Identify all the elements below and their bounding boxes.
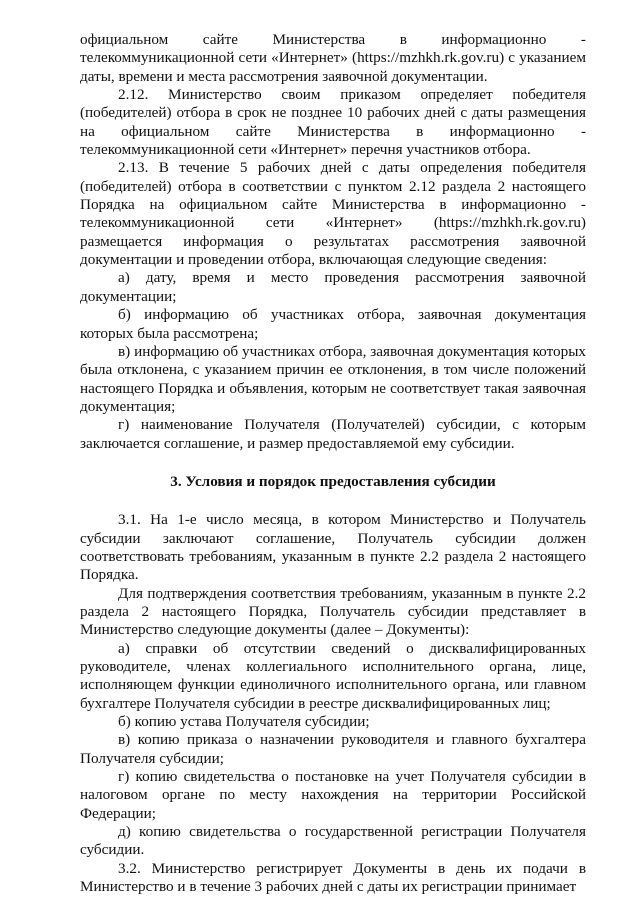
doc-item-v: в) копию приказа о назначении руководителя и главного бухгалтера Получателя субсидии; <box>80 731 586 767</box>
doc-item-a: а) справки об отсутствии сведений о дисквалифицированных руководителе, членах коллегиального исполнительного органа, лице, исполняющем функции единоличного исполнительного органа, или главном бухгалтере Получателя субсидии в реестре дисквалифицированных лиц; <box>80 639 586 712</box>
doc-item-b: б) копию устава Получателя субсидии; <box>118 713 370 731</box>
spacer <box>80 491 586 511</box>
paragraph-3-2: 3.2. Министерство регистрирует Документы в день их подачи в Министерство и в течение 3 рабочих дней с даты их регистрации принимает <box>80 859 586 896</box>
list-item-g: г) наименование Получателя (Получателей) субсидии, с которым заключается соглашение, и размер предоставляемой ему субсидии. <box>80 416 586 452</box>
paragraph-continuation: официальном сайте Министерства в информационно - телекоммуникационной сети «Интернет» (https://mzhkh.rk.gov.ru) с указанием даты, времени и места рассмотрения заявочной документации. <box>80 31 586 85</box>
list-item-a: а) дату, время и место проведения рассмотрения заявочной документации; <box>80 269 586 305</box>
list-item-b: б) информацию об участниках отбора, заявочная документация которых была рассмотрена; <box>80 306 586 342</box>
paragraph-3-1: 3.1. На 1-е число месяца, в котором Министерство и Получатель субсидии заключают соглашение, Получатель субсидии должен соответствовать требованиям, указанным в пункте 2.2 раздела 2 настоящего Порядка. <box>80 511 586 584</box>
spacer <box>80 453 586 473</box>
paragraph-2-13: 2.13. В течение 5 рабочих дней с даты определения победителя (победителей) отбора в соответствии с пунктом 2.12 раздела 2 настоящего Порядка на официальном сайте Министерства в информационно - телекоммуникационной сети «Интернет» (https://mzhkh.rk.gov.ru) размещается информация о результатах рассмотрения заявочной документации и проведении отбора, включающая следующие сведения: <box>80 159 586 269</box>
doc-item-d: д) копию свидетельства о государственной регистрации Получателя субсидии. <box>80 823 586 859</box>
paragraph-documents-intro: Для подтверждения соответствия требованиям, указанным в пункте 2.2 раздела 2 настоящего Порядка, Получатель субсидии представляет в Министерство следующие документы (далее – Документы): <box>80 584 586 639</box>
section-title: 3. Условия и порядок предоставления субсидии <box>170 472 496 490</box>
doc-item-g: г) копию свидетельства о постановке на учет Получателя субсидии в налоговом органе по месту нахождения на территории Российской Федерации; <box>80 768 586 822</box>
list-item-v: в) информацию об участниках отбора, заявочная документация которых была отклонена, с указанием причин ее отклонения, в том числе положений настоящего Порядка и объявления, которым не соответствует такая заявочная документация; <box>80 342 586 415</box>
paragraph-2-12: 2.12. Министерство своим приказом определяет победителя (победителей) отбора в срок не позднее 10 рабочих дней с даты размещения на официальном сайте Министерства в информационно - телекоммуникационной сети «Интернет» перечня участников отбора. <box>80 86 586 159</box>
